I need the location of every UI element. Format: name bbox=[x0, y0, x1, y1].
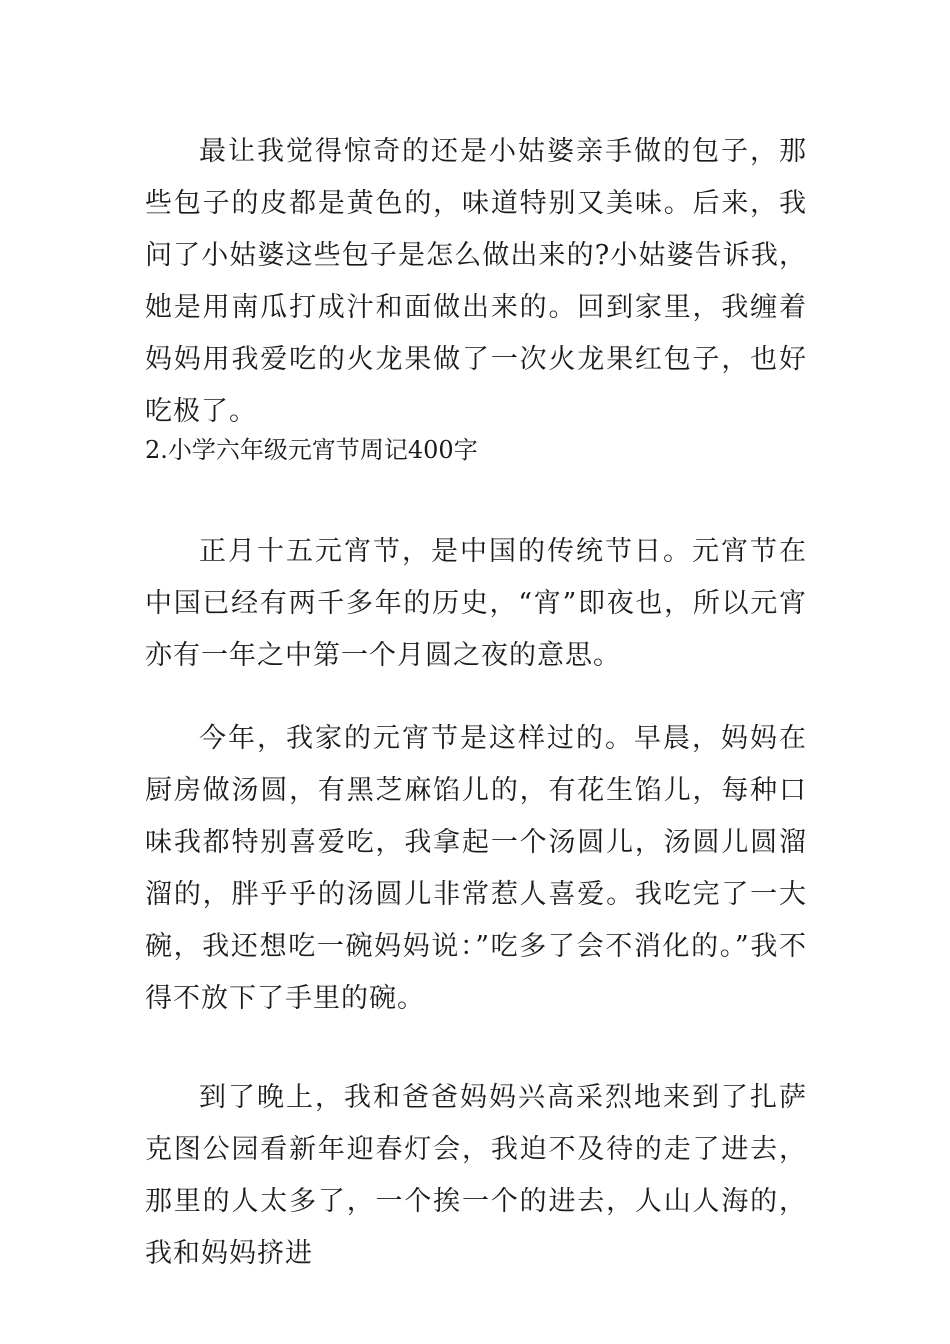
paragraph-lantern-festival-intro: 正月十五元宵节，是中国的传统节日。元宵节在中国已经有两千多年的历史，“宵”即夜也，所以元宵亦有一年之中第一个月圆之夜的意思。 bbox=[145, 536, 807, 671]
paragraph-morning-tangyuan: 今年，我家的元宵节是这样过的。早晨，妈妈在厨房做汤圆，有黑芝麻馅儿的，有花生馅儿，每种口味我都特别喜爱吃，我拿起一个汤圆儿，汤圆儿圆溜溜的，胖乎乎的汤圆儿非常惹人喜爱。我吃完了一大碗，我还想吃一碗妈妈说：”吃多了会不消化的。”我不得不放下了手里的碗。 bbox=[145, 723, 807, 1014]
paragraph-evening-lantern-show: 到了晚上，我和爸爸妈妈兴高采烈地来到了扎萨克图公园看新年迎春灯会，我迫不及待的走了进去，那里的人太多了，一个挨一个的进去，人山人海的，我和妈妈挤进 bbox=[145, 1082, 807, 1269]
section-heading: 2.小学六年级元宵节周记400字 bbox=[145, 436, 478, 464]
paragraph-steamed-buns: 最让我觉得惊奇的还是小姑婆亲手做的包子，那些包子的皮都是黄色的，味道特别又美味。后来，我问了小姑婆这些包子是怎么做出来的?小姑婆告诉我，她是用南瓜打成汁和面做出来的。回到家里，我缠着妈妈用我爱吃的火龙果做了一次火龙果红包子，也好吃极了。 bbox=[145, 136, 807, 427]
